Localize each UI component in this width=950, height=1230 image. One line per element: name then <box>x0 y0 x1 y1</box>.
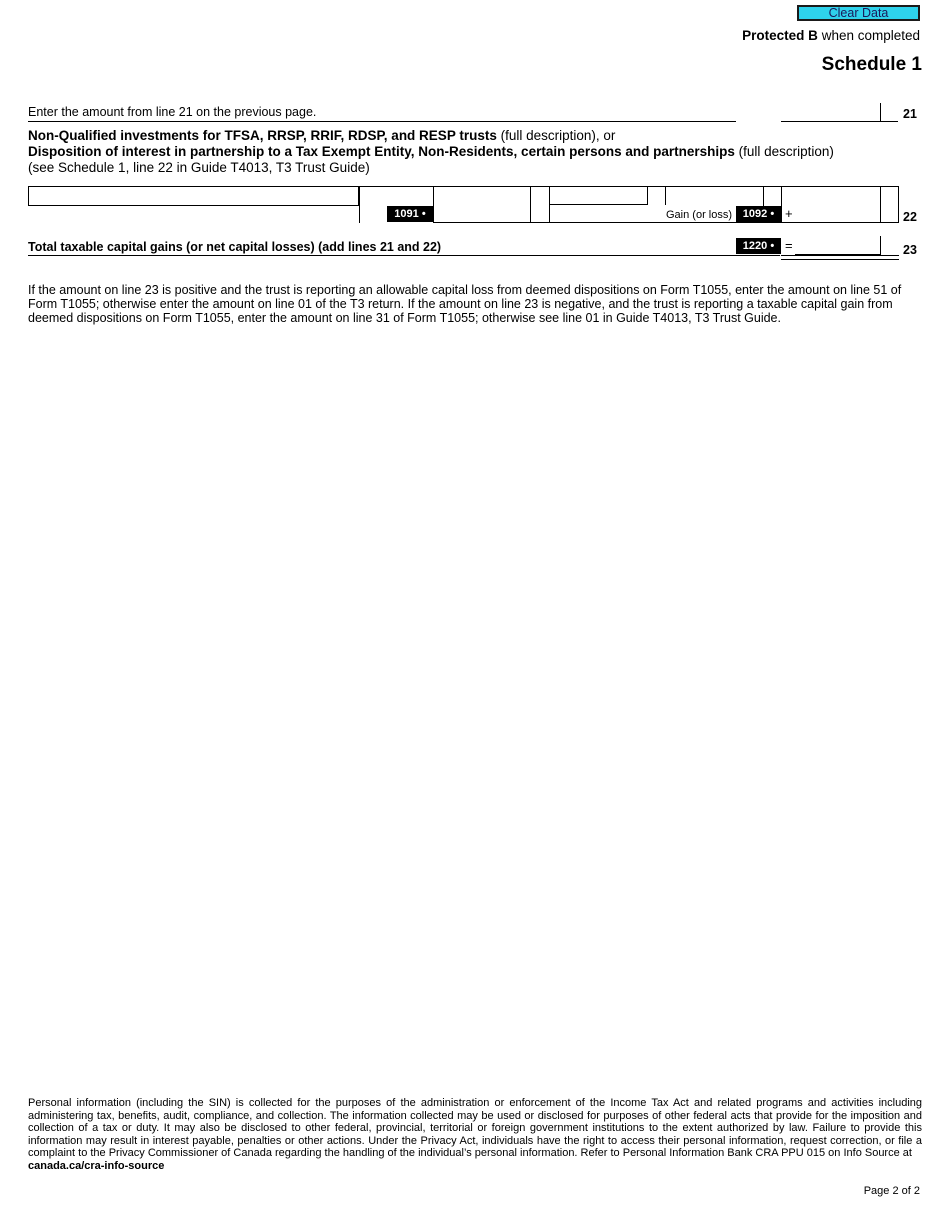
instructions-paragraph: If the amount on line 23 is positive and the trust is reporting an allowable capital loss from deemed dispositions on Form T1055, enter the amount on line 51 of Form T1055; otherwise enter the amount on line 01 of the T3 return. If the amount on line 23 is negative, and the trust is reporting a taxable capital gain from deemed dispositions on Form T1055, enter the amount on line 31 of Form T1055; otherwise see line 01 in Guide T4013, T3 Trust Guide. <box>28 283 902 325</box>
info-source-link[interactable]: canada.ca/cra-info-source <box>28 1159 165 1172</box>
line22-col-divider-7 <box>763 186 764 206</box>
page-number: Page 2 of 2 <box>863 1185 920 1197</box>
line23-divider <box>880 236 881 255</box>
line23-label: Total taxable capital gains (or net capital losses) (add lines 21 and 22) <box>28 240 442 254</box>
clear-data-button[interactable]: Clear Data <box>797 5 920 21</box>
line22-bottom-border <box>549 222 898 223</box>
line22-col-divider-1 <box>359 186 360 223</box>
schedule-title: Schedule 1 <box>821 54 922 75</box>
line22-plus-operator: + <box>785 206 793 221</box>
code-1092-badge: 1092 • <box>736 206 781 222</box>
section-title-bold-2: Disposition of interest in partnership to a Tax Exempt Entity, Non-Residents, certain persons and partnerships <box>28 144 735 159</box>
line22-col-divider-9 <box>880 186 881 223</box>
description-field[interactable] <box>28 186 359 206</box>
line22-top-border <box>28 186 898 187</box>
protected-b-label: Protected B <box>742 28 818 43</box>
section-subtitle: (see Schedule 1, line 22 in Guide T4013, T3 Trust Guide) <box>28 160 370 175</box>
proceeds-amount-field[interactable] <box>434 204 530 223</box>
line22-col-divider-5 <box>647 186 648 205</box>
line22-amount-field[interactable] <box>795 204 880 223</box>
line23-underline <box>28 255 780 256</box>
line21-divider <box>880 103 881 122</box>
section-title-bold-1: Non-Qualified investments for TFSA, RRSP, RRIF, RDSP, and RESP trusts <box>28 128 497 143</box>
line22-cents-underline-1 <box>530 222 550 223</box>
protected-b-notice <box>742 28 920 43</box>
line22-col-divider-6 <box>665 186 666 205</box>
cost-amount-field[interactable] <box>550 186 647 205</box>
privacy-text: Personal information (including the SIN) is collected for the purposes of the administration or enforcement of the Income Tax Act and related programs and activities including administering tax, benefits, audit, compliance, and collection. The information collected may be used or disclosed for purposes of other federal acts that provide for the imposition and collection of a tax or duty. It may also be disclosed to other federal, provincial, territorial or foreign government institutions to the extent authorized by law. Failure to provide this information may result in interest payable, penalties or other actions. Under the Privacy Act, individuals have the right to access their personal information, request correction, or file a complaint to the Privacy Commissioner of Canada regarding the handling of the individual’s personal information. Refer to Personal Information Bank CRA PPU 015 on Info Source at <box>28 1097 922 1159</box>
section-heading <box>28 128 928 176</box>
line21-underline <box>28 121 736 122</box>
section-title-rest-1: (full description), or <box>496 128 616 143</box>
line22-col-divider-3 <box>530 186 531 223</box>
line21-cents-underline <box>880 121 898 122</box>
line23-amount-field[interactable] <box>795 236 880 255</box>
gain-loss-label: Gain (or loss) <box>666 209 733 221</box>
section-title-line-1 <box>28 128 928 144</box>
line22-right-border <box>898 186 899 223</box>
code-1220-badge: 1220 • <box>736 238 781 254</box>
line23-total-double-underline <box>781 259 899 260</box>
line22-number: 22 <box>903 210 917 224</box>
line23-total-underline <box>781 255 899 256</box>
protected-b-suffix: when completed <box>817 28 920 43</box>
section-title-line-2 <box>28 144 928 160</box>
code-1091-badge: 1091 • <box>387 206 433 222</box>
line22-col-divider-8 <box>781 186 782 223</box>
line23-number: 23 <box>903 243 917 257</box>
line21-label: Enter the amount from line 21 on the previous page. <box>28 105 317 119</box>
line23-equals-operator: = <box>785 238 793 253</box>
line21-amount-field[interactable] <box>781 103 880 122</box>
section-title-rest-2: (full description) <box>734 144 834 159</box>
line21-number: 21 <box>903 107 917 121</box>
privacy-notice <box>28 1097 922 1172</box>
